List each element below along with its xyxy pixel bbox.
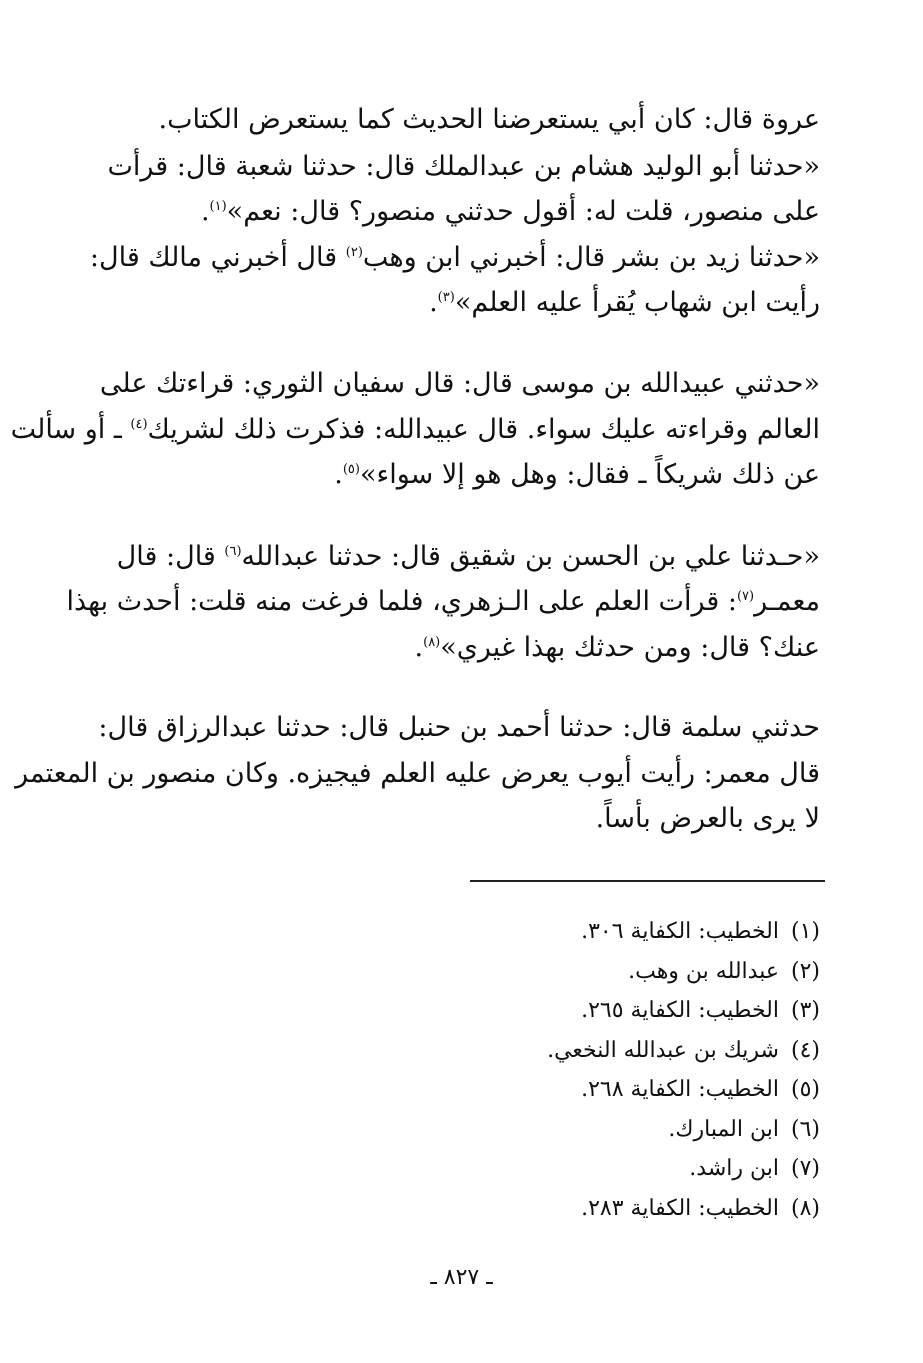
text-line: [120, 455, 820, 495]
footnote-item: [400, 1152, 820, 1186]
line-text-tail: قال: قال: [116, 541, 225, 572]
line-text-tail: قال أخبرني مالك قال:: [89, 242, 346, 273]
line-text-tail: .: [200, 196, 210, 227]
line-text: عروة قال: كان أبي يستعرضنا الحديث كما يستعرض الكتاب.: [158, 104, 820, 135]
footnote-item: [400, 955, 820, 989]
line-text: رأيت ابن شهاب يُقرأ عليه العلم»: [454, 287, 820, 318]
line-text: على منصور، قلت له: أقول حدثني منصور؟ قال: نعم»: [226, 196, 820, 227]
text-line: [116, 537, 820, 577]
footnote-text: عبدالله بن وهب.: [628, 959, 779, 984]
footnote-item: [400, 1192, 820, 1226]
footnote-number: (٥): [790, 1077, 820, 1102]
footnote-item: [400, 994, 820, 1028]
footnote-marker: (١): [209, 199, 227, 214]
footnote-text: ابن المبارك.: [668, 1117, 779, 1142]
footnote-number: (٤): [790, 1038, 820, 1063]
footnote-marker: (٤): [130, 417, 148, 432]
text-line: [89, 238, 820, 278]
footnote-marker: (٦): [224, 544, 242, 559]
footnote-number: (٧): [790, 1156, 820, 1181]
footnote-item: [400, 1073, 820, 1107]
line-text: حدثني سلمة قال: حدثنا أحمد بن حنبل قال: حدثنا عبدالرزاق قال:: [98, 712, 820, 743]
line-text: العالم وقراءته عليك سواء. قال عبيدالله: فذكرت ذلك لشريك: [147, 414, 820, 445]
line-text-tail: .: [429, 287, 438, 318]
line-text: عنك؟ قال: ومن حدثك بهذا غيري»: [440, 632, 820, 663]
footnote-number: (٨): [790, 1196, 820, 1221]
footnote-item: [400, 915, 820, 949]
line-text-tail: .: [334, 459, 343, 490]
line-text: «حدثني عبيدالله بن موسى قال: قال سفيان الثوري: قراءتك على: [99, 368, 820, 399]
footnote-text: الخطيب: الكفاية ٢٦٨.: [581, 1077, 779, 1102]
line-text: «حـدثنا علي بن الحسن بن شقيق قال: حدثنا عبدالله: [241, 541, 820, 572]
footnote-marker: (٣): [437, 290, 455, 305]
line-text: «حدثنا أبو الوليد هشام بن عبدالملك قال: حدثنا شعبة قال: قرأت: [107, 151, 820, 182]
footnote-marker: (٨): [423, 635, 441, 650]
text-line: [120, 100, 820, 140]
footnote-marker: (٥): [342, 462, 360, 477]
footnote-text: الخطيب: الكفاية ٣٠٦.: [581, 919, 779, 944]
line-text: عن ذلك شريكاً ـ فقال: وهل هو إلا سواء»: [359, 459, 820, 490]
line-text: لا يرى بالعرض بأساً.: [595, 803, 820, 834]
text-line: [10, 410, 820, 450]
line-text-tail: .: [414, 632, 424, 663]
line-text: «حدثنا زيد بن بشر قال: أخبرني ابن وهب: [362, 242, 820, 273]
text-line: [120, 628, 820, 668]
line-text-tail: : قرأت العلم على الـزهري، فلما فرغت منه قلت: أحدث بهذا: [66, 586, 737, 617]
footnote-text: ابن راشد.: [689, 1156, 779, 1181]
footnote-number: (١): [790, 919, 820, 944]
footnote-item: [400, 1034, 820, 1068]
text-line: [120, 192, 820, 232]
footnote-text: الخطيب: الكفاية ٢٨٣.: [581, 1196, 779, 1221]
text-line: [107, 147, 820, 187]
text-line: [99, 364, 820, 404]
footnote-item: [400, 1113, 820, 1147]
text-line: [120, 283, 820, 323]
page-number: ـ ٨٢٧ ـ: [430, 1265, 493, 1290]
footnote-text: الخطيب: الكفاية ٢٦٥.: [581, 998, 779, 1023]
line-text-tail: ـ أو سألت: [10, 414, 131, 445]
footnote-text: شريك بن عبدالله النخعي.: [547, 1038, 779, 1063]
footnote-marker: (٢): [345, 245, 363, 260]
text-line: [120, 799, 820, 839]
text-line: [98, 708, 820, 748]
line-text: قال معمر: رأيت أيوب يعرض عليه العلم فيجيزه. وكان منصور بن المعتمر: [15, 758, 820, 789]
line-text: معمـر: [754, 586, 820, 617]
footnote-number: (٢): [790, 959, 820, 984]
footnote-number: (٣): [790, 998, 820, 1023]
footnote-separator: [470, 880, 825, 882]
text-line: [15, 754, 820, 794]
text-line: [66, 582, 820, 622]
footnote-marker: (٧): [736, 589, 755, 604]
footnote-number: (٦): [790, 1117, 820, 1142]
